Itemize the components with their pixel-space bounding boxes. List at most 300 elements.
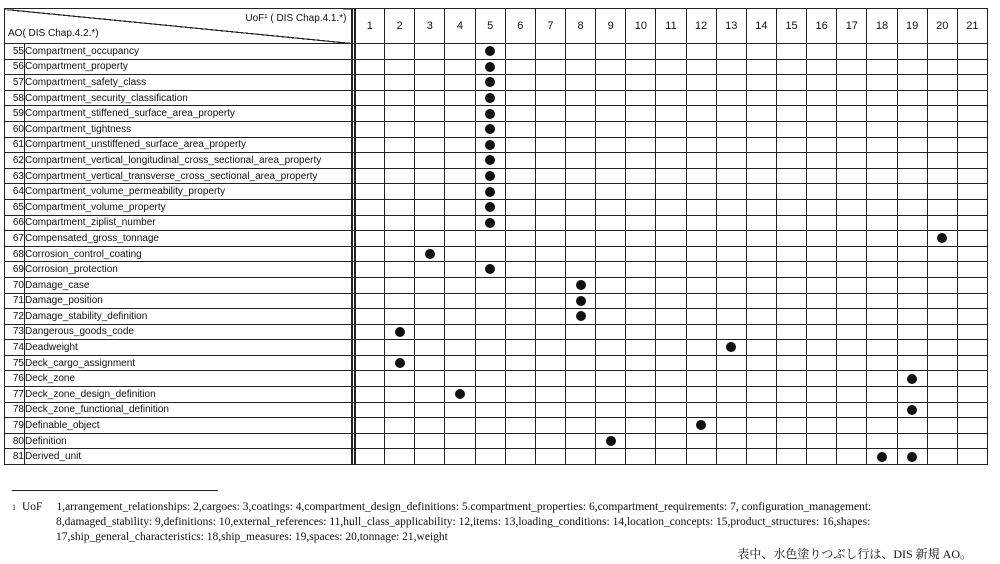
table-row (5, 402, 988, 418)
row-number: 59 (5, 106, 25, 122)
mark-cell-13 (716, 262, 746, 278)
mark-cell-20 (927, 90, 957, 106)
ao-name: Compartment_tightness (25, 121, 352, 137)
column-header-16: 16 (807, 9, 837, 44)
table-row (5, 59, 988, 75)
mark-cell-15 (776, 59, 806, 75)
filled-dot-marker (395, 358, 405, 368)
mark-cell-11 (656, 184, 686, 200)
mark-cell-2 (385, 340, 415, 356)
mark-cell-2 (385, 137, 415, 153)
ao-axis-label: AO( DIS Chap.4.2.*) (8, 28, 99, 39)
mark-cell-8 (565, 309, 595, 325)
mark-cell-1 (355, 184, 385, 200)
mark-cell-3 (415, 402, 445, 418)
mark-cell-10 (626, 449, 656, 465)
mark-cell-9 (596, 262, 626, 278)
mark-cell-2 (385, 75, 415, 91)
mark-cell-20 (927, 231, 957, 247)
mark-cell-18 (867, 402, 897, 418)
mark-cell-4 (445, 231, 475, 247)
mark-cell-3 (415, 184, 445, 200)
mark-cell-2 (385, 418, 415, 434)
mark-cell-7 (535, 121, 565, 137)
ao-name: Deck_zone_design_definition (25, 387, 352, 403)
ao-name: Compartment_volume_property (25, 199, 352, 215)
table-row (5, 215, 988, 231)
mark-cell-5 (475, 106, 505, 122)
mark-cell-15 (776, 75, 806, 91)
filled-dot-marker (485, 187, 495, 197)
row-number: 79 (5, 418, 25, 434)
mark-cell-19 (897, 90, 927, 106)
mark-cell-4 (445, 137, 475, 153)
mark-cell-20 (927, 324, 957, 340)
mark-cell-3 (415, 75, 445, 91)
mark-cell-14 (746, 309, 776, 325)
filled-dot-marker (485, 62, 495, 72)
mark-cell-15 (776, 106, 806, 122)
mark-cell-2 (385, 199, 415, 215)
mark-cell-16 (807, 215, 837, 231)
mark-cell-18 (867, 153, 897, 169)
mark-cell-8 (565, 231, 595, 247)
mark-cell-3 (415, 262, 445, 278)
mark-cell-10 (626, 59, 656, 75)
mark-cell-15 (776, 449, 806, 465)
mark-cell-15 (776, 153, 806, 169)
mark-cell-16 (807, 449, 837, 465)
table-row (5, 121, 988, 137)
mark-cell-9 (596, 355, 626, 371)
mark-cell-5 (475, 324, 505, 340)
mark-cell-7 (535, 106, 565, 122)
mark-cell-3 (415, 137, 445, 153)
mark-cell-20 (927, 199, 957, 215)
mark-cell-15 (776, 90, 806, 106)
mark-cell-5 (475, 262, 505, 278)
mark-cell-19 (897, 75, 927, 91)
mark-cell-20 (927, 402, 957, 418)
uof-axis-label: UoF¹ ( DIS Chap.4.1.*) (245, 13, 347, 24)
mark-cell-16 (807, 44, 837, 60)
mark-cell-3 (415, 371, 445, 387)
mark-cell-7 (535, 387, 565, 403)
mark-cell-7 (535, 231, 565, 247)
mark-cell-11 (656, 106, 686, 122)
mark-cell-2 (385, 387, 415, 403)
mark-cell-8 (565, 215, 595, 231)
mark-cell-6 (505, 309, 535, 325)
mark-cell-6 (505, 449, 535, 465)
mark-cell-11 (656, 449, 686, 465)
row-number: 70 (5, 277, 25, 293)
row-number: 71 (5, 293, 25, 309)
table-row (5, 199, 988, 215)
column-header-13: 13 (716, 9, 746, 44)
mark-cell-17 (837, 449, 867, 465)
mark-cell-11 (656, 433, 686, 449)
mark-cell-6 (505, 433, 535, 449)
mark-cell-19 (897, 371, 927, 387)
mark-cell-6 (505, 215, 535, 231)
mark-cell-14 (746, 293, 776, 309)
table-row (5, 355, 988, 371)
mark-cell-5 (475, 90, 505, 106)
mark-cell-16 (807, 106, 837, 122)
mark-cell-17 (837, 246, 867, 262)
mark-cell-5 (475, 418, 505, 434)
mark-cell-12 (686, 262, 716, 278)
mark-cell-14 (746, 168, 776, 184)
mark-cell-8 (565, 262, 595, 278)
mark-cell-17 (837, 293, 867, 309)
mark-cell-12 (686, 75, 716, 91)
mark-cell-9 (596, 75, 626, 91)
column-header-10: 10 (626, 9, 656, 44)
mark-cell-10 (626, 168, 656, 184)
mark-cell-18 (867, 371, 897, 387)
mark-cell-4 (445, 90, 475, 106)
mark-cell-6 (505, 75, 535, 91)
mark-cell-21 (957, 309, 987, 325)
mark-cell-14 (746, 215, 776, 231)
mark-cell-4 (445, 121, 475, 137)
mark-cell-4 (445, 153, 475, 169)
mark-cell-10 (626, 293, 656, 309)
mark-cell-13 (716, 387, 746, 403)
row-number: 80 (5, 433, 25, 449)
mark-cell-4 (445, 402, 475, 418)
mark-cell-10 (626, 402, 656, 418)
mark-cell-10 (626, 90, 656, 106)
mark-cell-3 (415, 418, 445, 434)
mark-cell-19 (897, 231, 927, 247)
mark-cell-14 (746, 402, 776, 418)
mark-cell-13 (716, 59, 746, 75)
mark-cell-17 (837, 75, 867, 91)
mark-cell-1 (355, 153, 385, 169)
table-row (5, 277, 988, 293)
footnote-line-3: 17,ship_general_characteristics: 18,ship_measures: 19,spaces: 20,tonnage: 21,weight (56, 531, 448, 543)
ao-name: Compartment_vertical_transverse_cross_sectional_area_property (25, 168, 352, 184)
mark-cell-21 (957, 340, 987, 356)
table-row (5, 262, 988, 278)
row-number: 62 (5, 153, 25, 169)
mark-cell-19 (897, 340, 927, 356)
footnote-line-2: 8,damaged_stability: 9,definitions: 10,external_references: 11,hull_class_applicability: 12,items: 13,loading_conditions: 14,location_concepts: 15,product_structures: 16,shapes: (56, 516, 871, 528)
mark-cell-12 (686, 309, 716, 325)
ao-name: Deck_cargo_assignment (25, 355, 352, 371)
mark-cell-7 (535, 44, 565, 60)
mark-cell-8 (565, 402, 595, 418)
mark-cell-3 (415, 215, 445, 231)
mark-cell-1 (355, 371, 385, 387)
table-row (5, 231, 988, 247)
mark-cell-11 (656, 387, 686, 403)
mark-cell-1 (355, 449, 385, 465)
mark-cell-20 (927, 44, 957, 60)
mark-cell-21 (957, 231, 987, 247)
mark-cell-8 (565, 153, 595, 169)
mark-cell-6 (505, 293, 535, 309)
mark-cell-10 (626, 215, 656, 231)
mark-cell-11 (656, 199, 686, 215)
mark-cell-1 (355, 121, 385, 137)
ao-name: Compensated_gross_tonnage (25, 231, 352, 247)
mark-cell-19 (897, 309, 927, 325)
mark-cell-1 (355, 106, 385, 122)
mark-cell-3 (415, 246, 445, 262)
mark-cell-5 (475, 137, 505, 153)
mark-cell-15 (776, 324, 806, 340)
mark-cell-5 (475, 402, 505, 418)
ao-name: Compartment_safety_class (25, 75, 352, 91)
mark-cell-19 (897, 418, 927, 434)
mark-cell-4 (445, 59, 475, 75)
mark-cell-18 (867, 75, 897, 91)
mark-cell-17 (837, 387, 867, 403)
mark-cell-8 (565, 184, 595, 200)
mark-cell-14 (746, 231, 776, 247)
mark-cell-16 (807, 387, 837, 403)
mark-cell-5 (475, 44, 505, 60)
mark-cell-7 (535, 90, 565, 106)
mark-cell-3 (415, 355, 445, 371)
footnote (12, 500, 992, 545)
mark-cell-16 (807, 246, 837, 262)
footnote-marker: 1 (12, 503, 16, 512)
mark-cell-16 (807, 168, 837, 184)
mark-cell-8 (565, 90, 595, 106)
filled-dot-marker (485, 46, 495, 56)
mark-cell-4 (445, 371, 475, 387)
mark-cell-11 (656, 355, 686, 371)
mark-cell-3 (415, 90, 445, 106)
mark-cell-1 (355, 433, 385, 449)
mark-cell-19 (897, 355, 927, 371)
mark-cell-13 (716, 75, 746, 91)
mark-cell-21 (957, 59, 987, 75)
row-number: 56 (5, 59, 25, 75)
mark-cell-18 (867, 387, 897, 403)
mark-cell-3 (415, 449, 445, 465)
mark-cell-18 (867, 246, 897, 262)
mark-cell-8 (565, 137, 595, 153)
mark-cell-20 (927, 137, 957, 153)
table-row (5, 44, 988, 60)
mark-cell-8 (565, 44, 595, 60)
mark-cell-5 (475, 387, 505, 403)
mark-cell-9 (596, 340, 626, 356)
mark-cell-10 (626, 137, 656, 153)
mark-cell-20 (927, 168, 957, 184)
mark-cell-19 (897, 199, 927, 215)
mark-cell-18 (867, 433, 897, 449)
mark-cell-9 (596, 59, 626, 75)
mark-cell-4 (445, 355, 475, 371)
mark-cell-11 (656, 121, 686, 137)
mark-cell-15 (776, 231, 806, 247)
mark-cell-17 (837, 106, 867, 122)
mark-cell-9 (596, 199, 626, 215)
table-row (5, 340, 988, 356)
filled-dot-marker (696, 420, 706, 430)
mark-cell-7 (535, 324, 565, 340)
mark-cell-19 (897, 184, 927, 200)
mark-cell-21 (957, 44, 987, 60)
ao-name: Corrosion_protection (25, 262, 352, 278)
table-row (5, 371, 988, 387)
table-row (5, 293, 988, 309)
mark-cell-20 (927, 246, 957, 262)
mark-cell-5 (475, 309, 505, 325)
mark-cell-3 (415, 106, 445, 122)
filled-dot-marker (576, 280, 586, 290)
mark-cell-19 (897, 277, 927, 293)
mark-cell-2 (385, 277, 415, 293)
mark-cell-4 (445, 168, 475, 184)
mark-cell-6 (505, 402, 535, 418)
mark-cell-11 (656, 340, 686, 356)
row-number: 69 (5, 262, 25, 278)
mark-cell-9 (596, 153, 626, 169)
mark-cell-3 (415, 231, 445, 247)
mark-cell-16 (807, 340, 837, 356)
mark-cell-1 (355, 324, 385, 340)
mark-cell-2 (385, 293, 415, 309)
mark-cell-14 (746, 262, 776, 278)
mark-cell-19 (897, 215, 927, 231)
table-row (5, 75, 988, 91)
ao-name: Compartment_unstiffened_surface_area_property (25, 137, 352, 153)
mark-cell-12 (686, 231, 716, 247)
mark-cell-18 (867, 340, 897, 356)
mark-cell-8 (565, 371, 595, 387)
mark-cell-9 (596, 309, 626, 325)
mark-cell-13 (716, 44, 746, 60)
mark-cell-17 (837, 340, 867, 356)
mark-cell-5 (475, 433, 505, 449)
mark-cell-4 (445, 199, 475, 215)
mark-cell-17 (837, 433, 867, 449)
mark-cell-17 (837, 355, 867, 371)
mark-cell-20 (927, 215, 957, 231)
mark-cell-17 (837, 309, 867, 325)
mark-cell-6 (505, 59, 535, 75)
mark-cell-12 (686, 371, 716, 387)
mark-cell-5 (475, 246, 505, 262)
mark-cell-2 (385, 246, 415, 262)
mark-cell-19 (897, 121, 927, 137)
mark-cell-17 (837, 59, 867, 75)
mark-cell-13 (716, 277, 746, 293)
mark-cell-3 (415, 59, 445, 75)
mark-cell-5 (475, 199, 505, 215)
mark-cell-20 (927, 277, 957, 293)
column-header-6: 6 (505, 9, 535, 44)
mark-cell-21 (957, 184, 987, 200)
mark-cell-16 (807, 355, 837, 371)
mark-cell-12 (686, 106, 716, 122)
mark-cell-9 (596, 106, 626, 122)
mark-cell-11 (656, 44, 686, 60)
mark-cell-16 (807, 153, 837, 169)
mark-cell-7 (535, 215, 565, 231)
mark-cell-9 (596, 402, 626, 418)
mark-cell-12 (686, 199, 716, 215)
mark-cell-19 (897, 137, 927, 153)
mark-cell-11 (656, 371, 686, 387)
mark-cell-13 (716, 340, 746, 356)
mark-cell-16 (807, 199, 837, 215)
mark-cell-11 (656, 309, 686, 325)
mark-cell-14 (746, 44, 776, 60)
mark-cell-9 (596, 277, 626, 293)
mark-cell-11 (656, 262, 686, 278)
corner-header-cell (5, 9, 352, 44)
mark-cell-9 (596, 324, 626, 340)
mark-cell-15 (776, 387, 806, 403)
mark-cell-4 (445, 324, 475, 340)
ao-name: Compartment_ziplist_number (25, 215, 352, 231)
mark-cell-7 (535, 449, 565, 465)
mark-cell-13 (716, 293, 746, 309)
mark-cell-18 (867, 324, 897, 340)
mark-cell-4 (445, 309, 475, 325)
mark-cell-11 (656, 246, 686, 262)
mark-cell-21 (957, 371, 987, 387)
mark-cell-19 (897, 168, 927, 184)
mark-cell-21 (957, 75, 987, 91)
mark-cell-17 (837, 199, 867, 215)
mark-cell-20 (927, 309, 957, 325)
mark-cell-13 (716, 309, 746, 325)
mark-cell-14 (746, 433, 776, 449)
mark-cell-9 (596, 90, 626, 106)
mark-cell-10 (626, 75, 656, 91)
ao-name: Compartment_occupancy (25, 44, 352, 60)
mark-cell-15 (776, 418, 806, 434)
mark-cell-1 (355, 137, 385, 153)
mark-cell-7 (535, 277, 565, 293)
mark-cell-13 (716, 355, 746, 371)
mark-cell-16 (807, 184, 837, 200)
mark-cell-21 (957, 355, 987, 371)
ao-name: Compartment_security_classification (25, 90, 352, 106)
mark-cell-21 (957, 293, 987, 309)
mark-cell-8 (565, 355, 595, 371)
mark-cell-7 (535, 184, 565, 200)
mark-cell-5 (475, 340, 505, 356)
column-header-18: 18 (867, 9, 897, 44)
mark-cell-3 (415, 293, 445, 309)
row-number: 76 (5, 371, 25, 387)
column-header-14: 14 (746, 9, 776, 44)
mark-cell-7 (535, 168, 565, 184)
mark-cell-13 (716, 184, 746, 200)
mark-cell-18 (867, 231, 897, 247)
mark-cell-1 (355, 199, 385, 215)
row-number: 68 (5, 246, 25, 262)
mark-cell-11 (656, 153, 686, 169)
mark-cell-9 (596, 387, 626, 403)
ao-name: Damage_case (25, 277, 352, 293)
filled-dot-marker (937, 233, 947, 243)
mark-cell-8 (565, 121, 595, 137)
mark-cell-16 (807, 277, 837, 293)
mark-cell-21 (957, 246, 987, 262)
